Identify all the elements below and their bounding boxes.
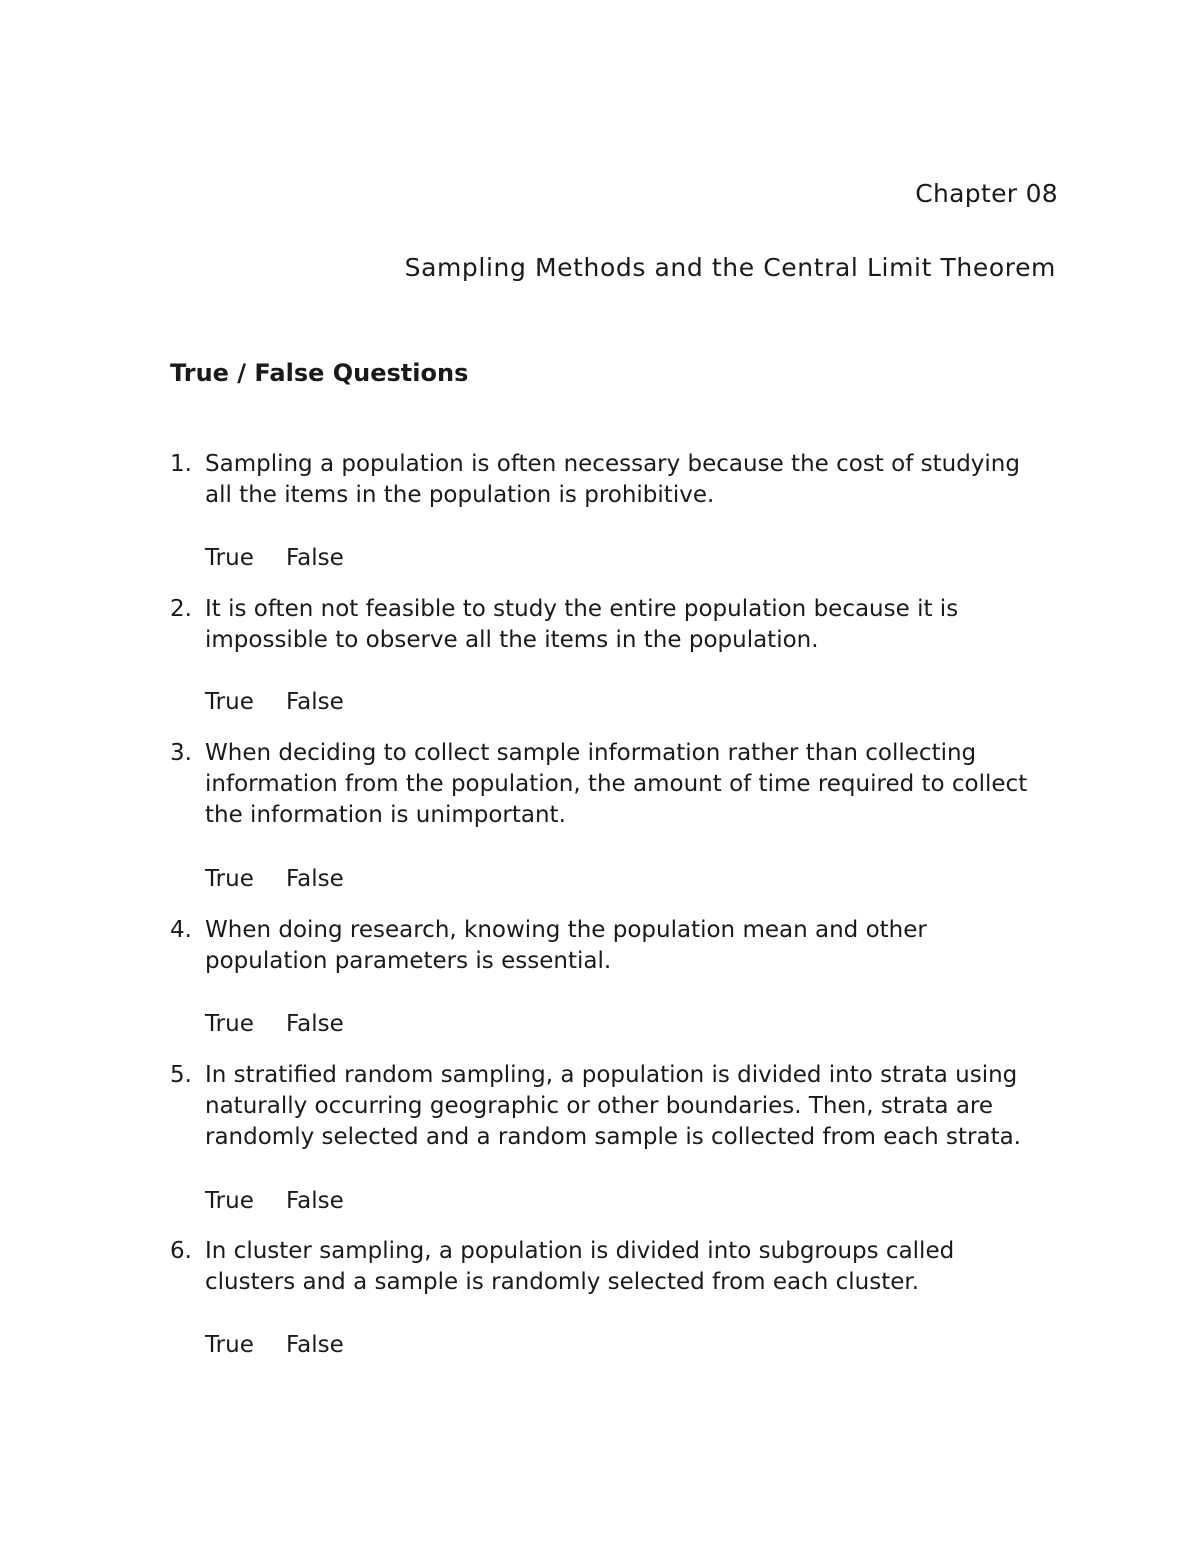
true-false-options: [205, 864, 344, 895]
question-number: 1.: [170, 451, 192, 477]
question-number: 4.: [170, 917, 192, 943]
question-text-line: Sampling a population is often necessary because the cost of studying: [205, 451, 1020, 477]
true-option[interactable]: True: [205, 1332, 254, 1358]
false-option[interactable]: False: [286, 866, 344, 892]
question-text: [205, 738, 1070, 832]
question-text-line: randomly selected and a random sample is collected from each strata.: [205, 1124, 1021, 1151]
question-text-line: the information is unimportant.: [205, 802, 566, 829]
question-number: 6.: [170, 1238, 192, 1264]
question-text-line: naturally occurring geographic or other boundaries. Then, strata are: [205, 1093, 994, 1120]
question-text: [205, 449, 1070, 511]
false-option[interactable]: False: [286, 1188, 344, 1214]
true-false-options: [205, 1330, 344, 1361]
section-heading: True / False Questions: [170, 359, 469, 387]
true-false-options: [205, 543, 344, 574]
chapter-title: Sampling Methods and the Central Limit Theorem: [404, 253, 1056, 282]
true-option[interactable]: True: [205, 866, 254, 892]
question-text: [205, 915, 1070, 977]
false-option[interactable]: False: [286, 689, 344, 715]
chapter-label: Chapter 08: [915, 179, 1058, 208]
question-text-line: It is often not feasible to study the entire population because it is: [205, 596, 959, 622]
false-option[interactable]: False: [286, 1332, 344, 1358]
question-text-line: When doing research, knowing the population mean and other: [205, 917, 927, 943]
true-option[interactable]: True: [205, 689, 254, 715]
true-option[interactable]: True: [205, 545, 254, 571]
false-option[interactable]: False: [286, 1011, 344, 1037]
question-text-line: When deciding to collect sample information rather than collecting: [205, 740, 977, 766]
true-false-options: [205, 1009, 344, 1040]
true-false-options: [205, 1186, 344, 1217]
question-number: 5.: [170, 1062, 192, 1088]
true-false-options: [205, 687, 344, 718]
question-text-line: In stratified random sampling, a population is divided into strata using: [205, 1062, 1018, 1088]
question-text: [205, 1236, 1070, 1298]
question-number: 3.: [170, 740, 192, 766]
question-text-line: impossible to observe all the items in the population.: [205, 627, 819, 654]
true-option[interactable]: True: [205, 1188, 254, 1214]
true-option[interactable]: True: [205, 1011, 254, 1037]
question-text-line: In cluster sampling, a population is divided into subgroups called: [205, 1238, 955, 1264]
question-text: [205, 594, 1070, 656]
question-text-line: all the items in the population is prohibitive.: [205, 482, 715, 509]
question-number: 2.: [170, 596, 192, 622]
question-text: [205, 1060, 1070, 1154]
false-option[interactable]: False: [286, 545, 344, 571]
question-text-line: information from the population, the amount of time required to collect: [205, 771, 1028, 798]
question-text-line: population parameters is essential.: [205, 948, 612, 975]
question-text-line: clusters and a sample is randomly selected from each cluster.: [205, 1269, 920, 1296]
